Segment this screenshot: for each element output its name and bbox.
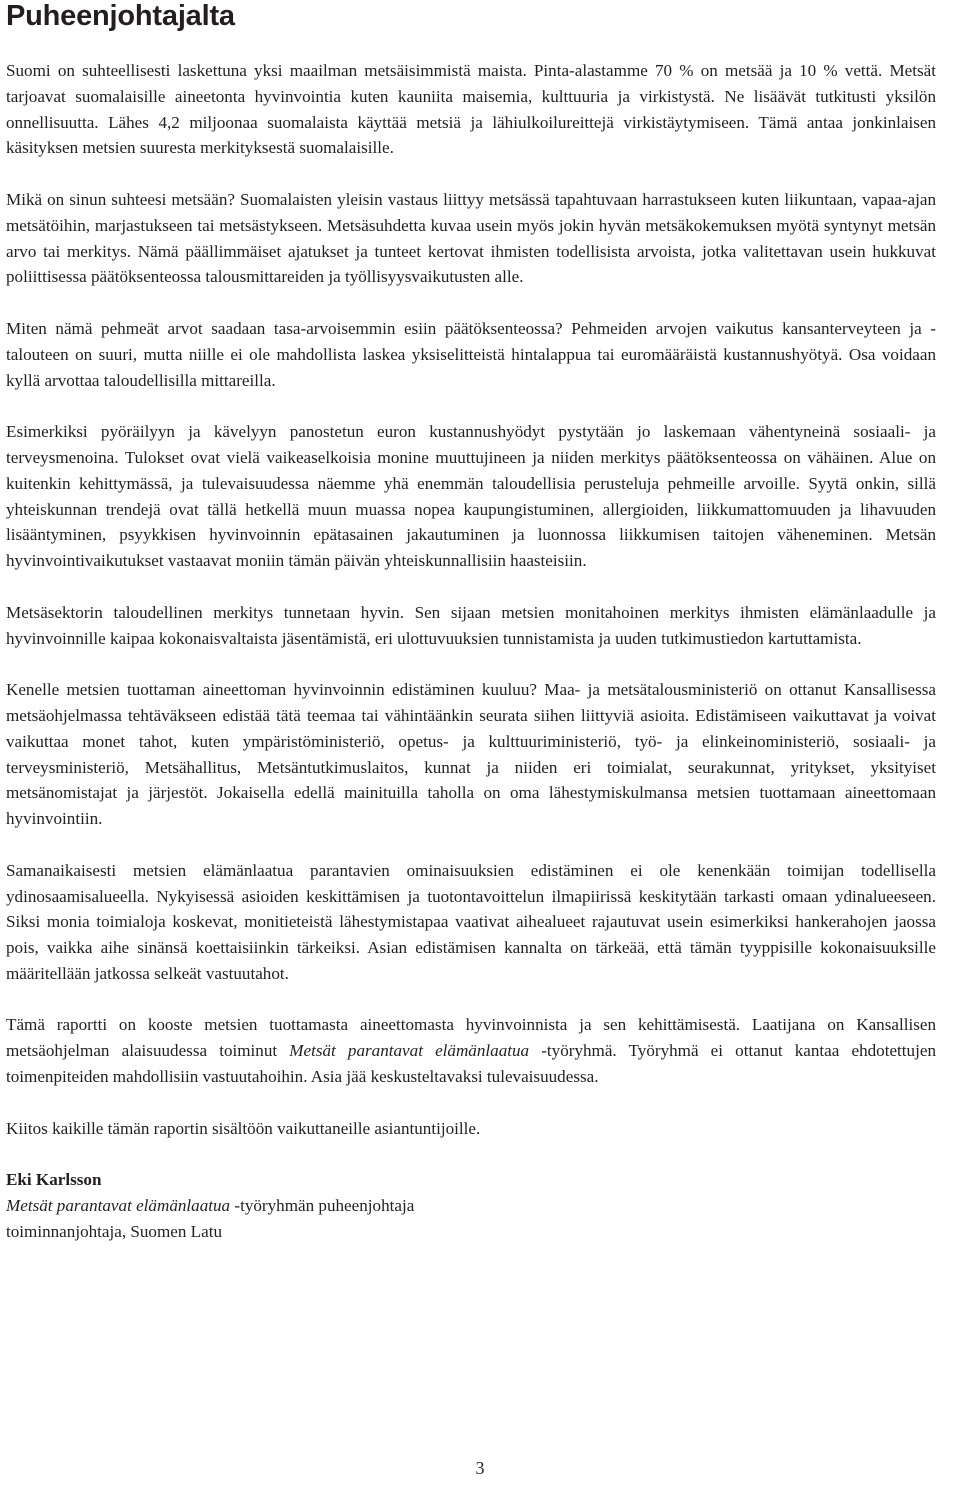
paragraph-thanks: Kiitos kaikille tämän raportin sisältöön vaikuttaneille asiantuntijoille. [6,1118,481,1138]
working-group-name: Metsät parantavat elämänlaatua [289,1041,530,1061]
page-title: Puheenjohtajalta [6,0,235,32]
paragraph-4: Esimerkiksi pyöräilyyn ja kävelyyn panostetun euron kustannushyödyt pystytään jo laskemaan vähentyneinä sosiaali- ja terveysmenoina. Tulokset ovat vielä vaikeaselkoisia monine muuttujineen ja niiden merkitys päätöksenteossa on vähäinen. Alue on kuitenkin kehittymässä, ja tulevaisuudessa näemme yhä enemmän taloudellisia perusteluja pehmeille arvoille. Syytä onkin, sillä yhteiskunnan trendejä ovat tällä hetkellä muun muassa nopea kaupungistuminen, allergioiden, liikkumattomuuden ja lihavuuden lisääntyminen, psyykkisen hyvinvoinnin epätasainen jakautuminen ja luonnossa liikkumisen taitojen väheneminen. Metsän hyvinvointivaikutukset vastaavat moniin tämän päivän yhteiskunnallisiin haasteisiin. [6,422,936,571]
signature-name: Eki Karlsson [6,1170,102,1190]
paragraph-6: Kenelle metsien tuottaman aineettoman hyvinvoinnin edistäminen kuuluu? Maa- ja metsätalousministeriö on ottanut Kansallisessa metsäohjelmassa tehtäväkseen edistää tätä teemaa tai vähintäänkin seurata siihen liittyviä asioita. Edistämiseen vaikuttavat ja voivat vaikuttaa monet tahot, kuten ympäristöministeriö, opetus- ja kulttuuriministeriö, työ- ja elinkeinoministeriö, sosiaali- ja terveysministeriö, Metsähallitus, Metsäntutkimuslaitos, kunnat ja niiden eri toimialat, seurakunnat, yritykset, yksityiset metsänomistajat ja järjestöt. Jokaisella edellä mainituilla taholla on oma lähestymiskulmansa metsien tuottamaan aineettomaan hyvinvointiin. [6,680,936,829]
document-page [6,0,936,1245]
signature-group-suffix: -työryhmän puheenjohtaja [230,1196,415,1216]
paragraph-3: Miten nämä pehmeät arvot saadaan tasa-arvoisemmin esiin päätöksenteossa? Pehmeiden arvojen vaikutus kansanterveyteen ja -talouteen on suuri, mutta niille ei ole mahdollista laskea yksiselitteistä hintalappua tai euromääräistä kustannushyötyä. Osa voidaan kyllä arvottaa taloudellisilla mittareilla. [6,318,936,390]
page-number: 3 [475,1458,485,1478]
paragraph-2: Mikä on sinun suhteesi metsään? Suomalaisten yleisin vastaus liittyy metsässä tapahtuvaan harrastukseen kuten liikuntaan, vapaa-ajan metsätöihin, marjastukseen tai metsästykseen. Metsäsuhdetta kuvaa usein myös jokin hyvän metsäkokemuksen myötä syntynyt metsän arvo tai merkitys. Nämä päällimmäiset ajatukset ja tunteet kertovat ihmisten todellisista arvoista, jotka valitettavan usein hukkuvat poliittisessa päätöksenteossa talousmittareiden ja työllisyysvaikutusten alle. [6,189,936,287]
paragraph-7: Samanaikaisesti metsien elämänlaatua parantavien ominaisuuksien edistäminen ei ole kenenkään toimijan todellisella ydinosaamisalueella. Nykyisessä asioiden keskittämisen ja tuotontavoittelun ilmapiirissä keskitytään tarkasti omaan ydinalueeseen. Siksi monia toimialoja koskevat, monitieteistä lähestymistapaa vaativat aihealueet rajautuvat usein esimerkiksi hankerahojen jaossa pois, vaikka aihe sinänsä koettaisiinkin tärkeiksi. Asian edistämisen kannalta on tärkeää, että tämän tyyppisille kokonaisuuksille määritellään jatkossa selkeät vastuutahot. [6,860,936,983]
paragraph-5: Metsäsektorin taloudellinen merkitys tunnetaan hyvin. Sen sijaan metsien monitahoinen merkitys ihmisten elämänlaadulle ja hyvinvoinnille kaipaa kokonaisvaltaista jäsentämistä, eri ulottuvuuksien tunnistamista ja uuden tutkimustiedon kartuttamista. [6,602,936,648]
paragraph-1: Suomi on suhteellisesti laskettuna yksi maailman metsäisimmistä maista. Pinta-alastamme 70 % on metsää ja 10 % vettä. Metsät tarjoavat suomalaisille aineetonta hyvinvointia kuten kauniita maisemia, kulttuuria ja virkistystä. Ne lisäävät tutkitusti yksilön onnellisuutta. Lähes 4,2 miljoonaa suomalaista käyttää metsiä ja lähiulkoilureittejä virkistäytymiseen. Tämä antaa jonkinlaisen käsityksen metsien suuresta merkityksestä suomalaisille. [6,61,936,158]
signature-role [6,1193,936,1219]
document-body [6,58,936,1245]
report-text-after: -työryhmä. Työryhmä ei ottanut kantaa ehdotettujen toimenpiteiden mahdollisiin vastuutahoihin. Asia jää keskusteltavaksi tulevaisuudessa. [6,1041,936,1087]
signature-position: toiminnanjohtaja, Suomen Latu [6,1221,223,1241]
signature-group: Metsät parantavat elämänlaatua [6,1196,231,1216]
signature-block [6,1167,936,1244]
paragraph-report [6,1012,936,1089]
report-text-before: Tämä raportti on kooste metsien tuottamasta aineettomasta hyvinvoinnista ja sen kehittämisestä. Laatijana on Kansallisen metsäohjelman alaisuudessa toiminut [6,1015,936,1061]
